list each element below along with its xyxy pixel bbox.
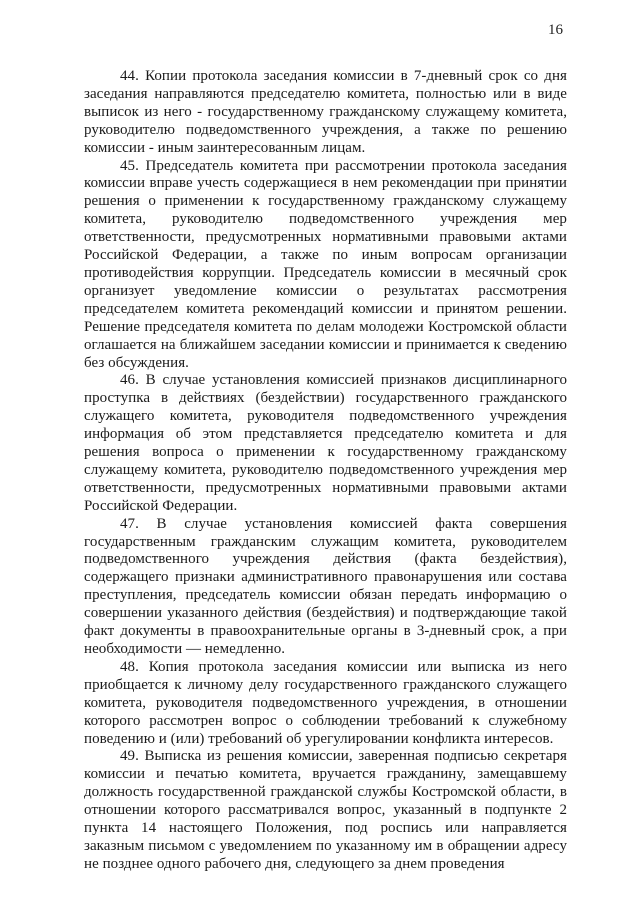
document-body	[84, 68, 567, 874]
paragraph-45: 45. Председатель комитета при рассмотрении протокола заседания комиссии вправе учесть содержащиеся в нем рекомендации при принятии решения о применении к государственному гражданскому служащему комитета, руководителю подведомственного учреждения мер ответственности, предусмотренных нормативными правовыми актами Российской Федерации, а также по иным вопросам организации противодействия коррупции. Председатель комиссии в месячный срок организует уведомление комиссии о результатах рассмотрения председателем комитета рекомендаций комиссии и принятом решении. Решение председателя комитета по делам молодежи Костромской области оглашается на ближайшем заседании комиссии и принимается к сведению без обсуждения.	[84, 157, 567, 371]
paragraph-48: 48. Копия протокола заседания комиссии или выписка из него приобщается к личному делу государственного гражданского служащего комитета, руководителя подведомственного учреждения, в отношении которого рассмотрен вопрос о соблюдении требований к служебному поведению и (или) требований об урегулировании конфликта интересов.	[84, 658, 567, 747]
page-number: 16	[548, 22, 563, 38]
paragraph-46: 46. В случае установления комиссией признаков дисциплинарного проступка в действиях (бездействии) государственного гражданского служащего комитета, руководителя подведомственного учреждения информация об этом представляется председателю комитета и для решения вопроса о применении к государственному гражданскому служащему комитета, руководителю подведомственного учреждения мер ответственности, предусмотренных нормативными правовыми актами Российской Федерации.	[84, 372, 567, 514]
paragraph-49: 49. Выписка из решения комиссии, заверенная подписью секретаря комиссии и печатью комитета, вручается гражданину, замещавшему должность государственной гражданской службы Костромской области, в отношении которого рассматривался вопрос, указанный в подпункте 2 пункта 14 настоящего Положения, под роспись или направляется заказным письмом с уведомлением по указанному им в обращении адресу не позднее одного рабочего дня, следующего за днем проведения	[84, 748, 567, 872]
paragraph-44: 44. Копии протокола заседания комиссии в 7-дневный срок со дня заседания направляются председателю комитета, полностью или в виде выписок из него - государственному гражданскому служащему комитета, руководителю подведомственного учреждения, а также по решению комиссии - иным заинтересованным лицам.	[84, 68, 567, 156]
paragraph-47: 47. В случае установления комиссией факта совершения государственным гражданским служащим комитета, руководителем подведомственного учреждения действия (факта бездействия), содержащего признаки административного правонарушения или состава преступления, председатель комиссии обязан передать информацию о совершении указанного действия (бездействия) и подтверждающие такой факт документы в правоохранительные органы в 3-дневный срок, а при необходимости — немедленно.	[84, 515, 567, 657]
